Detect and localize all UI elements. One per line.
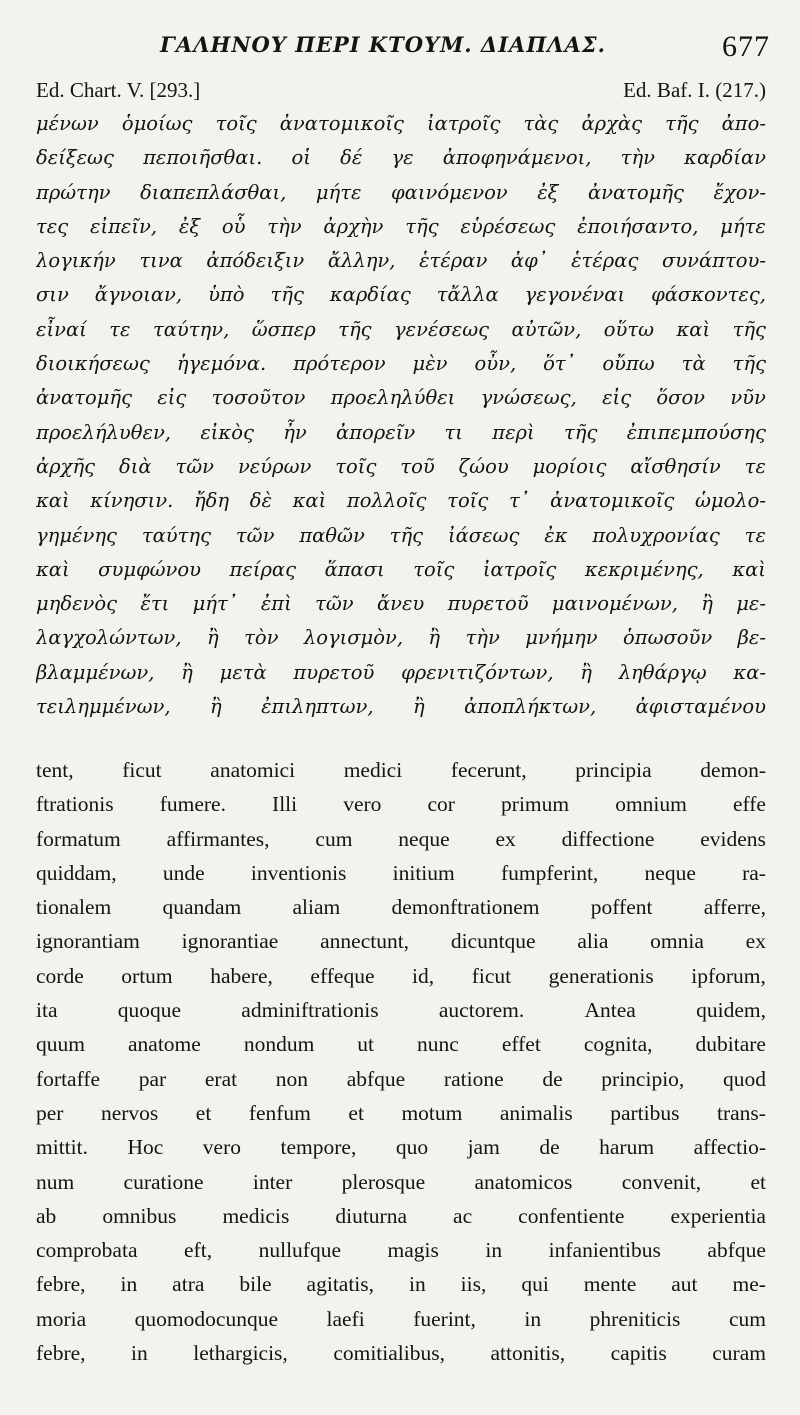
greek-text-line: σιν ἄγνοιαν, ὑπὸ τῆς καρδίας τἄλλα γεγονέναι φάσκοντες, bbox=[36, 283, 766, 307]
greek-text-line: τες εἰπεῖν, ἐξ οὗ τὴν ἀρχὴν τῆς εὑρέσεως ἐποιήσαντο, μήτε bbox=[36, 214, 766, 238]
latin-text-line: ftrationis fumere. Illi vero cor primum omnium effe bbox=[36, 792, 766, 817]
greek-text-line: ἀνατομῆς εἰς τοσοῦτον προεληλύθει γνώσεως, εἰς ὅσον νῦν bbox=[36, 386, 766, 410]
latin-text-line: febre, in atra bile agitatis, in iis, qui mente aut me- bbox=[36, 1272, 766, 1297]
edition-chartier: Ed. Chart. V. [293.] bbox=[36, 78, 201, 102]
greek-text-line: πρώτην διαπεπλάσθαι, μήτε φαινόμενον ἐξ ἀνατομῆς ἔχον- bbox=[36, 180, 766, 204]
page-number: 677 bbox=[722, 30, 770, 63]
greek-text-line: ἀρχῆς διὰ τῶν νεύρων τοῖς τοῦ ζώου μορίοις αἴσθησίν τε bbox=[36, 454, 766, 478]
latin-text-line: ita quoque adminiftrationis auctorem. Antea quidem, bbox=[36, 998, 766, 1023]
latin-text-line: tent, ficut anatomici medici fecerunt, principia demon- bbox=[36, 758, 766, 782]
latin-text-line: moria quomodocunque laefi fuerint, in phreniticis cum bbox=[36, 1306, 766, 1331]
greek-text-line: λογικήν τινα ἀπόδειξιν ἄλλην, ἑτέραν ἀφ᾽ ἑτέρας συνάπτου- bbox=[36, 249, 766, 273]
running-head bbox=[0, 26, 800, 66]
running-title: ΓΑΛΗΝΟΥ ΠΕΡΙ ΚΤΟΥΜ. ΔΙΑΠΛΑΣ. bbox=[160, 32, 606, 57]
greek-text-line: βλαμμένων, ἢ μετὰ πυρετοῦ φρενιτιζόντων, ἢ ληθάργῳ κα- bbox=[36, 660, 766, 684]
greek-text-line: λαγχολώντων, ἢ τὸν λογισμὸν, ἢ τὴν μνήμην ὁπωσοῦν βε- bbox=[36, 626, 766, 650]
greek-text-line: μηδενὸς ἔτι μήτ᾽ ἐπὶ τῶν ἄνευ πυρετοῦ μαινομένων, ἢ με- bbox=[36, 592, 766, 616]
latin-text-line: mittit. Hoc vero tempore, quo jam de harum affectio- bbox=[36, 1135, 766, 1160]
latin-text-line: num curatione inter plerosque anatomicos convenit, et bbox=[36, 1169, 766, 1194]
latin-text-line: ignorantiam ignorantiae annectunt, dicuntque alia omnia ex bbox=[36, 929, 766, 954]
latin-text-line: quiddam, unde inventionis initium fumpferint, neque ra- bbox=[36, 860, 766, 885]
greek-text-line: καὶ συμφώνου πείρας ἅπασι τοῖς ἰατροῖς κεκριμένης, καὶ bbox=[36, 557, 766, 581]
edition-references bbox=[36, 78, 766, 108]
edition-basel: Ed. Baf. I. (217.) bbox=[623, 78, 766, 102]
greek-text-line: δείξεως πεποιῆσθαι. οἱ δέ γε ἀποφηνάμενοι, τὴν καρδίαν bbox=[36, 146, 766, 170]
latin-text-line: corde ortum habere, effeque id, ficut generationis ipforum, bbox=[36, 963, 766, 988]
latin-text-line: per nervos et fenfum et motum animalis partibus trans- bbox=[36, 1100, 766, 1125]
greek-text-line: γημένης ταύτης τῶν παθῶν τῆς ἰάσεως ἐκ πολυχρονίας τε bbox=[36, 523, 766, 547]
greek-text-line: διοικήσεως ἡγεμόνα. πρότερον μὲν οὖν, ὅτ᾽ οὔπω τὰ τῆς bbox=[36, 352, 766, 376]
greek-text-line: μένων ὁμοίως τοῖς ἀνατομικοῖς ἰατροῖς τὰς ἀρχὰς τῆς ἀπο- bbox=[36, 112, 766, 135]
latin-text-line: febre, in lethargicis, comitialibus, attonitis, capitis curam bbox=[36, 1341, 766, 1366]
latin-text-line: fortaffe par erat non abfque ratione de principio, quod bbox=[36, 1066, 766, 1091]
greek-text-block bbox=[36, 107, 766, 724]
latin-text-line: quum anatome nondum ut nunc effet cognita, dubitare bbox=[36, 1032, 766, 1057]
latin-text-block bbox=[36, 753, 766, 1370]
greek-text-line: τειλημμένων, ἢ ἐπιληπτων, ἢ ἀποπλήκτων, ἀφισταμένου bbox=[36, 695, 766, 719]
latin-text-line: tionalem quandam aliam demonftrationem poffent afferre, bbox=[36, 895, 766, 920]
greek-text-line: προελήλυθεν, εἰκὸς ἦν ἀπορεῖν τι περὶ τῆς ἐπιπεμπούσης bbox=[36, 420, 766, 444]
latin-text-line: formatum affirmantes, cum neque ex diffectione evidens bbox=[36, 826, 766, 851]
latin-text-line: ab omnibus medicis diuturna ac confentiente experientia bbox=[36, 1203, 766, 1228]
latin-text-line: comprobata eft, nullufque magis in infanientibus abfque bbox=[36, 1238, 766, 1263]
greek-text-line: εἶναί τε ταύτην, ὥσπερ τῆς γενέσεως αὐτῶν, οὕτω καὶ τῆς bbox=[36, 317, 766, 341]
greek-text-line: καὶ κίνησιν. ἤδη δὲ καὶ πολλοῖς τοῖς τ᾽ ἀνατομικοῖς ὡμολο- bbox=[36, 489, 766, 513]
